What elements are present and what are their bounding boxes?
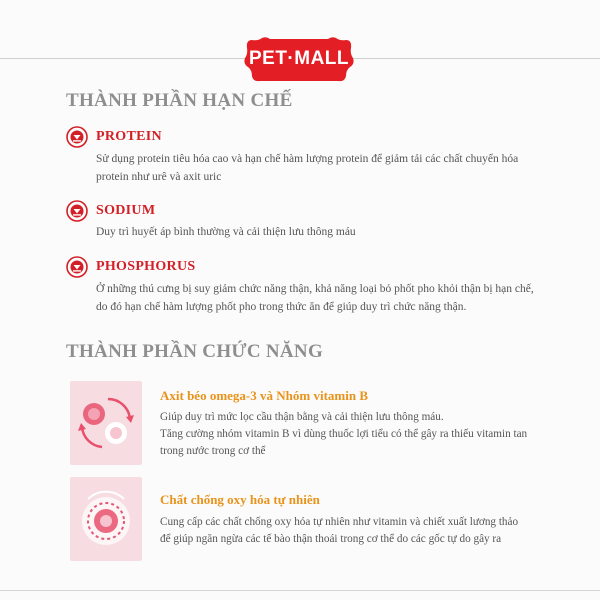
phosphorus-title: PHOSPHORUS (96, 259, 196, 274)
antioxidant-desc-line-1: Cung cấp các chất chống oxy hóa tự nhiên như vitamin và chiết xuất lương thảo (160, 516, 519, 528)
antioxidant-description (160, 514, 580, 548)
phosphorus-desc-line-2: do đó hạn chế hàm lượng phốt pho trong thức ăn để giúp duy trì chức năng thận. (96, 301, 467, 313)
protein-desc-line-1: Sử dụng protein tiêu hóa cao và hạn chế hàm lượng protein để giảm tải các chất chuyển hóa (96, 153, 519, 165)
sodium-desc-line-1: Duy trì huyết áp bình thường và cải thiện lưu thông máu (96, 226, 356, 238)
omega3-title: Axit béo omega-3 và Nhóm vitamin B (160, 388, 368, 403)
phosphorus-description (96, 280, 576, 316)
omega3-image-box (70, 381, 142, 465)
antioxidant-cell-icon (70, 477, 142, 561)
circulation-cycle-icon (70, 381, 142, 465)
protein-desc-line-2: protein như urê và axit uric (96, 171, 222, 183)
sodium-title: SODIUM (96, 203, 156, 218)
pet-mall-logo (244, 36, 354, 84)
antioxidant-image-box (70, 477, 142, 561)
omega3-description (160, 409, 580, 460)
antioxidant-desc-line-2: để giúp ngăn ngừa các tế bào thận thoái trong cơ thể do các gốc tự do gây ra (160, 533, 502, 545)
functional-heading: THÀNH PHẦN CHỨC NĂNG (66, 341, 324, 362)
protein-title: PROTEIN (96, 129, 162, 144)
phosphorus-desc-line-1: Ở những thú cưng bị suy giảm chức năng thận, khả năng loại bỏ phốt pho khỏi thận bị hạn chế, (96, 283, 534, 295)
antioxidant-title: Chất chống oxy hóa tự nhiên (160, 492, 320, 507)
sodium-description (96, 223, 576, 241)
down-arrow-circle-icon (66, 126, 88, 148)
down-arrow-circle-icon (66, 256, 88, 278)
omega3-desc-line-3: trong nước trong cơ thể (160, 445, 266, 457)
bottom-divider (0, 590, 600, 591)
limited-heading: THÀNH PHẦN HẠN CHẾ (66, 90, 293, 111)
omega3-desc-line-1: Giúp duy trì mức lọc cầu thận bằng và cải thiện lưu thông máu. (160, 411, 444, 423)
omega3-desc-line-2: Tăng cường nhóm vitamin B vì dùng thuốc lợi tiểu có thể gây ra thiếu vitamin tan (160, 428, 528, 440)
down-arrow-circle-icon (66, 200, 88, 222)
logo-text: PET·MALL (248, 48, 350, 69)
protein-description (96, 150, 576, 186)
